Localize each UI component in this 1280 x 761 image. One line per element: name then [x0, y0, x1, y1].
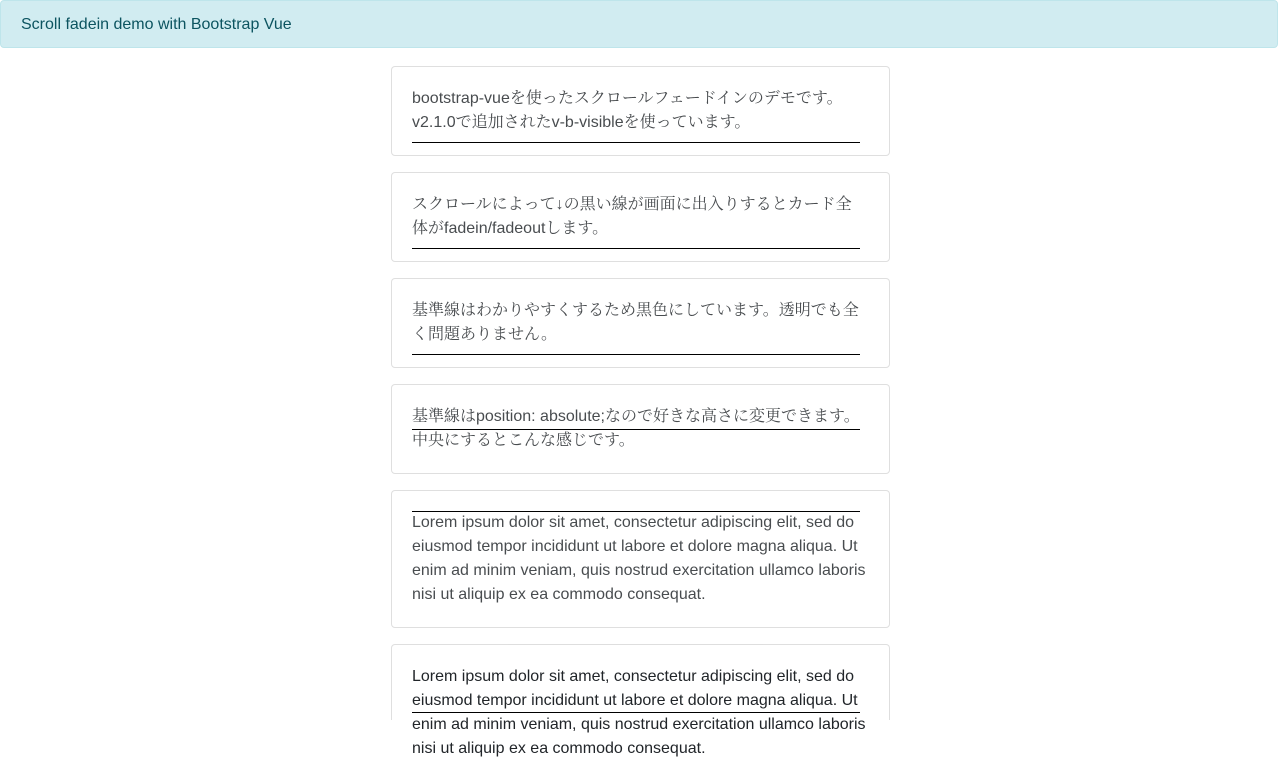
- card-text: 基準線はわかりやすくするため黒色にしています。透明でも全 く問題ありません。: [412, 302, 859, 343]
- baseline-line: [412, 354, 860, 355]
- card-text: 基準線はposition: absolute;なので好きな高さに変更できます。 中央にするとこんな感じです。: [412, 408, 860, 449]
- card-5: [391, 490, 890, 628]
- card-3: [391, 278, 890, 368]
- card-1: [391, 66, 890, 156]
- card-text: bootstrap-vueを使ったスクロールフェードインのデモです。 v2.1.0で追加されたv-b-visibleを使っています。: [412, 90, 843, 131]
- card-2: [391, 172, 890, 262]
- card-text: Lorem ipsum dolor sit amet, consectetur adipiscing elit, sed do eiusmod tempor incididunt ut labore et dolore magna aliqua. Ut enim ad minim veniam, quis nostrud exercitation ullamco laboris nisi ut aliquip ex ea commodo consequat.: [412, 514, 866, 603]
- card-text: スクロールによって↓の黒い線が画面に出入りするとカード全 体がfadein/fadeoutします。: [412, 196, 852, 237]
- alert-banner: [0, 0, 1278, 48]
- baseline-line: [412, 712, 860, 713]
- baseline-line: [412, 248, 860, 249]
- card-4: [391, 384, 890, 474]
- card-6: [391, 644, 890, 757]
- card-text: Lorem ipsum dolor sit amet, consectetur adipiscing elit, sed do eiusmod tempor incididunt ut labore et dolore magna aliqua. Ut enim ad minim veniam, quis nostrud exercitation ullamco laboris nisi ut aliquip ex ea commodo consequat.: [412, 668, 866, 757]
- alert-text: Scroll fadein demo with Bootstrap Vue: [21, 16, 292, 33]
- baseline-line: [412, 429, 860, 430]
- baseline-line: [412, 142, 860, 143]
